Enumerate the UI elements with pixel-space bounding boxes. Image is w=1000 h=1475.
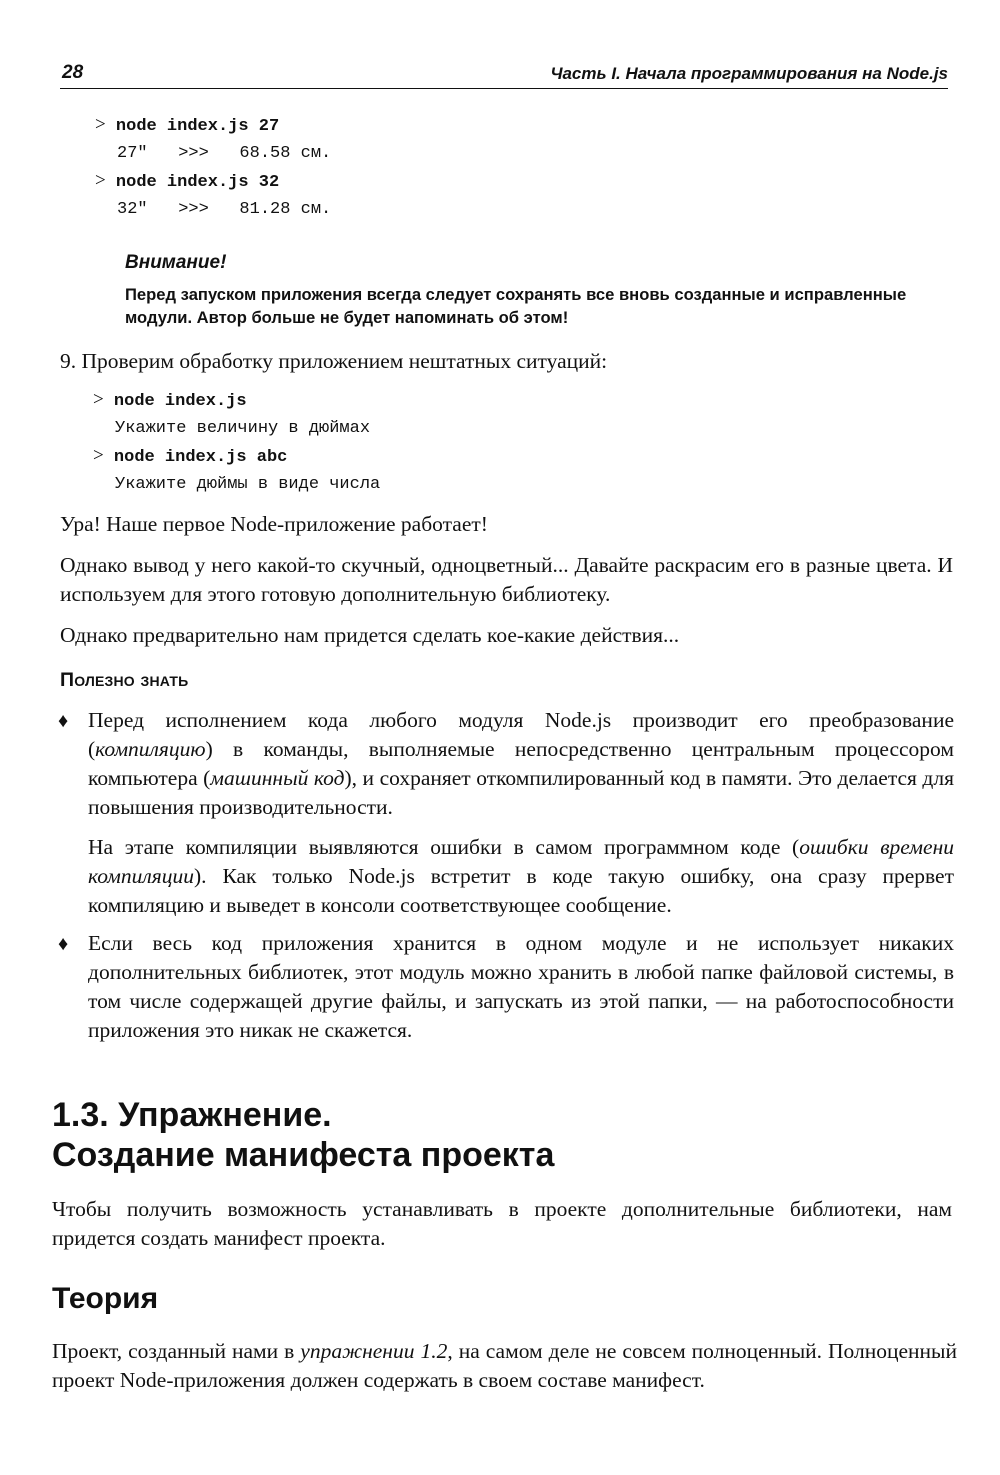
page-header bbox=[60, 60, 948, 89]
code-line: > node index.js 27 bbox=[95, 114, 280, 136]
page-number: 28 bbox=[62, 62, 84, 83]
diamond-bullet-icon: ♦ bbox=[58, 710, 69, 732]
step-number: 9. bbox=[60, 349, 77, 373]
theory-heading: Теория bbox=[52, 1282, 159, 1315]
bullet-item-1: Перед исполнением кода любого модуля Node.js производит его преобразование (компиляцию) в команды, выполняемые непосредственно центральным процессором компьютера (машинный код), и сохраняет откомпилированный код в памяти. Это делается для повышения производительности. bbox=[88, 708, 954, 819]
theory-paragraph: Проект, созданный нами в упражнении 1.2, на самом деле не совсем полноценный. Полноценный проект Node-приложения должен содержать в своем составе манифест. bbox=[52, 1339, 958, 1392]
bullet-item-1-continuation: На этапе компиляции выявляются ошибки в самом программном коде (ошибки времени компиляции). Как только Node.js встретит в коде такую ошибку, она сразу прервет компиляцию и выведет в консоли соответствующее сообщение. bbox=[88, 835, 954, 917]
code-output: Укажите величину в дюймах bbox=[115, 419, 371, 438]
step-9 bbox=[60, 347, 950, 376]
useful-to-know-heading: Полезно знать bbox=[60, 669, 189, 691]
code-line: > node index.js 32 bbox=[95, 170, 280, 192]
section-title-line2: Создание манифеста проекта bbox=[52, 1136, 555, 1174]
running-title: Часть I. Начала программирования на Node.js bbox=[550, 64, 948, 83]
warning-text: Перед запуском приложения всегда следует сохранять все вновь созданные и исправленные модули. Автор больше не будет напоминать об этом! bbox=[125, 285, 907, 327]
code-output: 27" >>> 68.58 см. bbox=[117, 144, 332, 163]
step-text: Проверим обработку приложением нештатных ситуаций: bbox=[81, 349, 608, 373]
code-line: > node index.js abc bbox=[93, 445, 288, 467]
paragraph: Однако предварительно нам придется сделать кое-какие действия... bbox=[60, 623, 680, 647]
code-output: Укажите дюймы в виде числа bbox=[115, 475, 381, 494]
code-output: 32" >>> 81.28 см. bbox=[117, 200, 332, 219]
paragraph: Ура! Наше первое Node-приложение работает! bbox=[60, 512, 488, 536]
bullet-item-2: Если весь код приложения хранится в одном модуле и не использует никаких дополнительных библиотек, этот модуль можно хранить в любой папке файловой системы, в том числе содержащей другие файлы, и запускать из этой папки, — на работоспособности приложения это никак не скажется. bbox=[88, 931, 954, 1042]
section-title-line1: 1.3. Упражнение. bbox=[52, 1096, 332, 1134]
section-intro: Чтобы получить возможность устанавливать в проекте дополнительные библиотеки, нам придется создать манифест проекта. bbox=[52, 1197, 952, 1250]
diamond-bullet-icon: ♦ bbox=[58, 933, 69, 955]
paragraph: Однако вывод у него какой-то скучный, одноцветный... Давайте раскрасим его в разные цвета. И используем для этого готовую дополнительную библиотеку. bbox=[60, 553, 953, 606]
warning-title: Внимание! bbox=[125, 252, 227, 273]
code-line: > node index.js bbox=[93, 389, 247, 411]
